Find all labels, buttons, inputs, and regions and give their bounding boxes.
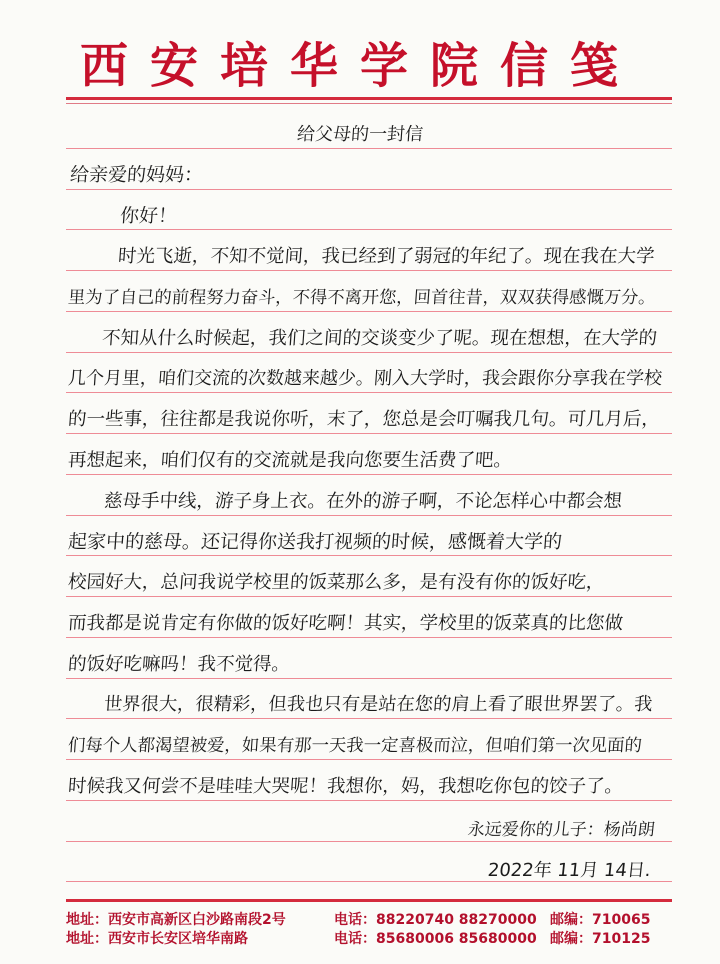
letter-line: 的一些事，往往都是我说你听，末了，您总是会叮嘱我几句。可几月后， <box>67 409 661 430</box>
letter-line: 时光飞逝，不知不觉间，我已经到了弱冠的年纪了。现在我在大学 <box>117 246 656 267</box>
ruled-line <box>66 433 672 434</box>
ruled-line <box>66 759 672 760</box>
footer-phone: 电话：88220740 88270000 <box>334 912 537 928</box>
letterhead-title: 西安培华学院信笺 <box>79 38 640 94</box>
ruled-line <box>66 392 672 393</box>
letter-line: 再想起来，咱们仅有的交流就是我向您要生活费了吧。 <box>67 450 513 471</box>
ruled-line <box>66 515 672 516</box>
ruled-line <box>66 311 672 312</box>
ruled-line <box>66 270 672 271</box>
ruled-line <box>66 841 672 842</box>
letter-line: 起家中的慈母。还记得你送我打视频的时候，感慨着大学的 <box>67 531 563 553</box>
letter-line: 的饭好吃嘛吗！我不觉得。 <box>67 654 291 675</box>
ruled-line <box>66 229 672 230</box>
ruled-line <box>66 800 672 801</box>
letter-line: 几个月里，咱们交流的次数越来越少。刚入大学时，我会跟你分享我在学校 <box>67 368 663 389</box>
footer-postcode: 邮编：710065 <box>550 912 651 928</box>
ruled-line <box>66 352 672 353</box>
letterhead-rule-thick <box>66 97 672 100</box>
ruled-line <box>66 678 672 679</box>
ruled-line <box>66 555 672 556</box>
letter-greeting: 你好！ <box>119 205 178 227</box>
ruled-line <box>66 637 672 638</box>
letter-line: 不知从什么时候起，我们之间的交谈变少了呢。现在想想，在大学的 <box>101 328 658 349</box>
letter-title: 给父母的一封信 <box>296 124 424 145</box>
ruled-line <box>66 148 672 149</box>
ruled-line <box>66 596 672 597</box>
footer-address: 地址：西安市高新区白沙路南段2号 <box>66 912 286 928</box>
letter-salutation: 给亲爱的妈妈： <box>69 164 204 186</box>
letter-line: 而我都是说肯定有你做的饭好吃啊！其实，学校里的饭菜真的比您做 <box>67 613 624 634</box>
footer-phone: 电话：85680006 85680000 <box>334 931 537 947</box>
letter-closing: 永远爱你的儿子：杨尚朗 <box>466 820 656 840</box>
letter-line: 世界很大，很精彩，但我也只有是站在您的肩上看了眼世界罢了。我 <box>103 694 654 715</box>
letter-date: 2022年 11月 14日. <box>486 860 652 881</box>
ruled-line <box>66 718 672 719</box>
footer-rule <box>66 899 672 902</box>
letter-line: 慈母手中线，游子身上衣。在外的游子啊，不论怎样心中都会想 <box>103 491 623 512</box>
letter-line: 校园好大，总问我说学校里的饭菜那么多，是有没有你的饭好吃， <box>67 572 606 593</box>
letter-line: 里为了自己的前程努力奋斗，不得不离开您，回首往昔，双双获得感慨万分。 <box>67 288 657 308</box>
letter-line: 时候我又何尝不是哇哇大哭呢！我想你，妈，我想吃你包的饺子了。 <box>67 776 624 797</box>
ruled-line <box>66 189 672 190</box>
footer-address: 地址：西安市长安区培华南路 <box>66 931 248 947</box>
footer-postcode: 邮编：710125 <box>550 931 651 947</box>
ruled-line <box>66 474 672 475</box>
letterhead-rule-thin <box>66 103 672 104</box>
letter-line: 们每个人都渴望被爱，如果有那一天我一定喜极而泣，但咱们第一次见面的 <box>67 736 643 756</box>
